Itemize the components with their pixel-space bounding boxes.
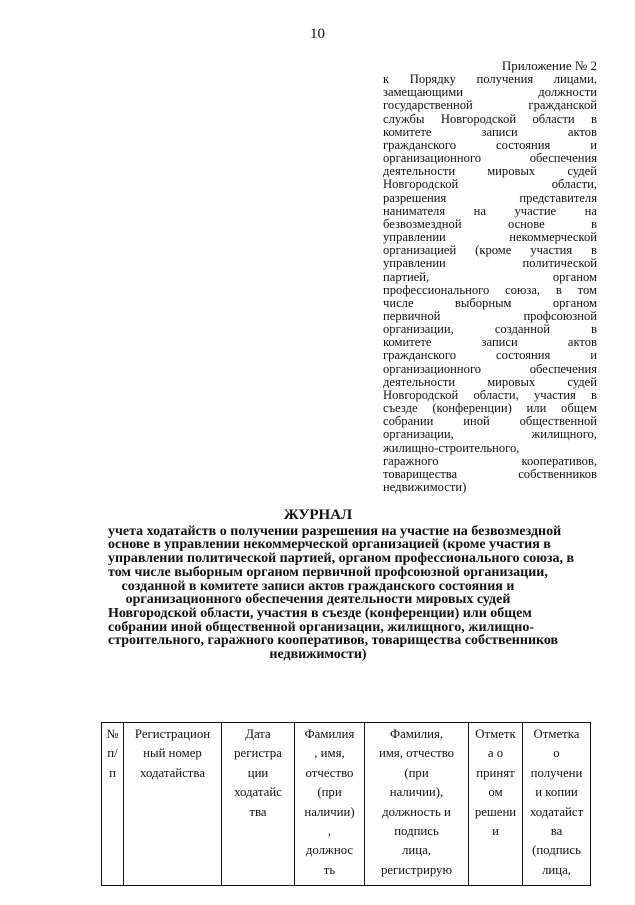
appendix-line: Новгородской области, <box>383 177 597 192</box>
header-cell-line: Фамилия, <box>389 727 444 741</box>
header-cell-line: лица, <box>402 843 431 858</box>
header-cell-line: а о <box>487 746 504 761</box>
journal-subtitle <box>108 523 575 663</box>
appendix-line: товарищества собственников <box>383 466 597 481</box>
header-cell-line: ом <box>488 785 503 800</box>
journal-subtitle-line: собрании иной общественной организации, жилищного, жилищно- <box>108 619 534 635</box>
header-cell-line: регистра <box>234 746 282 761</box>
appendix-line: разрешения представителя <box>383 190 597 205</box>
appendix-line: организацией (кроме участия в <box>383 243 597 258</box>
appendix-line: деятельности мировых судей <box>383 164 597 179</box>
journal-subtitle-line: созданной в комитете записи актов гражданского состояния и <box>121 578 515 594</box>
journal-subtitle-line: управлении политической партией, органом профессионального союза, в <box>108 551 575 567</box>
header-cell-line: лица, <box>542 862 571 877</box>
header-cell-line: и копии <box>535 785 578 800</box>
appendix-line: управлении политической <box>383 256 597 271</box>
appendix-line: первичной профсоюзной <box>383 308 597 323</box>
appendix-line: гражданского состояния и <box>383 348 597 363</box>
page-number: 10 <box>310 26 325 42</box>
appendix-line: деятельности мировых судей <box>383 374 597 389</box>
header-cell-line: имя, отчество <box>378 746 455 761</box>
appendix-block <box>383 59 597 494</box>
header-cell-line: (подпись <box>532 843 581 858</box>
header-cell-line: должнос <box>305 843 354 858</box>
header-cell-line: принят <box>476 765 515 780</box>
header-cell-line: отчество <box>305 765 354 780</box>
appendix-line: профессионального союза, в том <box>383 282 597 297</box>
appendix-line: партией, органом <box>383 269 597 284</box>
header-cell-line: о <box>553 746 560 761</box>
header-cell-line: ходатайства <box>140 765 205 780</box>
journal-title: ЖУРНАЛ <box>283 507 353 523</box>
appendix-title: Приложение № 2 <box>501 58 597 73</box>
header-cell-line: п/ <box>107 746 118 761</box>
journal-heading <box>108 507 575 663</box>
table-header-cell <box>523 723 591 886</box>
appendix-line: недвижимости) <box>383 480 467 494</box>
header-cell-line: регистрирую <box>380 862 453 877</box>
appendix-line: к Порядку получения лицами, <box>383 72 597 87</box>
header-cell-line: , <box>327 824 332 839</box>
header-cell-line: (при <box>404 765 429 780</box>
header-cell-line: Фамилия <box>304 727 355 741</box>
header-cell-line: п <box>109 765 116 780</box>
header-cell-line: решени <box>474 804 517 819</box>
journal-table <box>101 722 591 886</box>
header-cell-line: ходатайст <box>529 804 584 819</box>
appendix-line: организации, жилищного, <box>383 427 597 442</box>
appendix-line: комитете записи актов <box>383 124 597 139</box>
header-cell-line: наличии) <box>304 804 355 819</box>
journal-subtitle-line: том числе выборным органом первичной профсоюзной организации, <box>108 564 548 580</box>
header-cell-line: подпись <box>394 824 439 839</box>
header-cell-line: Отметк <box>475 727 516 741</box>
header-cell-line: ходатайс <box>234 785 282 800</box>
header-cell-line: тва <box>249 804 267 819</box>
appendix-line: организации, созданной в <box>383 322 597 337</box>
appendix-line: собрании иной общественной <box>383 414 597 429</box>
header-cell-line: Отметка <box>533 727 580 741</box>
header-cell-line: ции <box>247 765 269 780</box>
table-header-cell <box>102 723 124 886</box>
appendix-line: Новгородской области, участия в <box>383 387 597 402</box>
header-cell-line: № <box>106 727 119 741</box>
appendix-line: замещающими должности <box>383 85 597 100</box>
table-header-cell <box>469 723 523 886</box>
table-header-row <box>102 723 591 886</box>
journal-subtitle-line: Новгородской области, участия в съезде (конференции) или общем <box>108 605 532 621</box>
header-cell-line: ва <box>550 824 563 839</box>
table-header-cell <box>295 723 365 886</box>
appendix-line: комитете записи актов <box>383 335 597 350</box>
journal-subtitle-line: организационного обеспечения деятельности мировых судей <box>125 592 511 608</box>
header-cell-line: получени <box>530 765 583 780</box>
appendix-line: государственной гражданской <box>383 98 597 113</box>
appendix-line: организационного обеспечения <box>383 151 597 166</box>
appendix-line: съезде (конференции) или общем <box>383 401 597 416</box>
appendix-line: службы Новгородской области в <box>383 111 597 126</box>
appendix-line: безвозмездной основе в <box>383 216 597 231</box>
table-header-cell <box>124 723 222 886</box>
header-cell-line: наличии), <box>389 785 444 800</box>
appendix-line: гражданского состояния и <box>383 137 597 152</box>
header-cell-line: , имя, <box>314 746 345 761</box>
appendix-line: организационного обеспечения <box>383 361 597 376</box>
header-cell-line: (при <box>317 785 342 800</box>
table-header-cell <box>222 723 295 886</box>
header-cell-line: Дата <box>245 727 271 741</box>
journal-subtitle-line: учета ходатайств о получении разрешения на участие на безвозмездной <box>108 523 562 539</box>
header-cell-line: ный номер <box>143 746 202 761</box>
header-cell-line: ть <box>323 862 336 877</box>
appendix-body <box>383 73 597 494</box>
table-header-cell <box>365 723 469 886</box>
journal-subtitle-line: основе в управлении некоммерческой организацией (кроме участия в <box>108 537 551 553</box>
appendix-line: гаражного кооперативов, <box>383 453 597 468</box>
header-cell-line: Регистрацион <box>134 727 211 741</box>
journal-subtitle-line: недвижимости) <box>269 647 367 663</box>
header-cell-line: и <box>492 824 499 839</box>
journal-subtitle-line: строительного, гаражного кооперативов, товарищества собственников <box>108 633 559 649</box>
appendix-line: управлении некоммерческой <box>383 230 597 245</box>
appendix-line: нанимателя на участие на <box>383 203 597 218</box>
header-cell-line: должность и <box>382 804 451 819</box>
appendix-line: жилищно-строительного, <box>383 440 520 455</box>
appendix-line: числе выборным органом <box>383 295 597 310</box>
